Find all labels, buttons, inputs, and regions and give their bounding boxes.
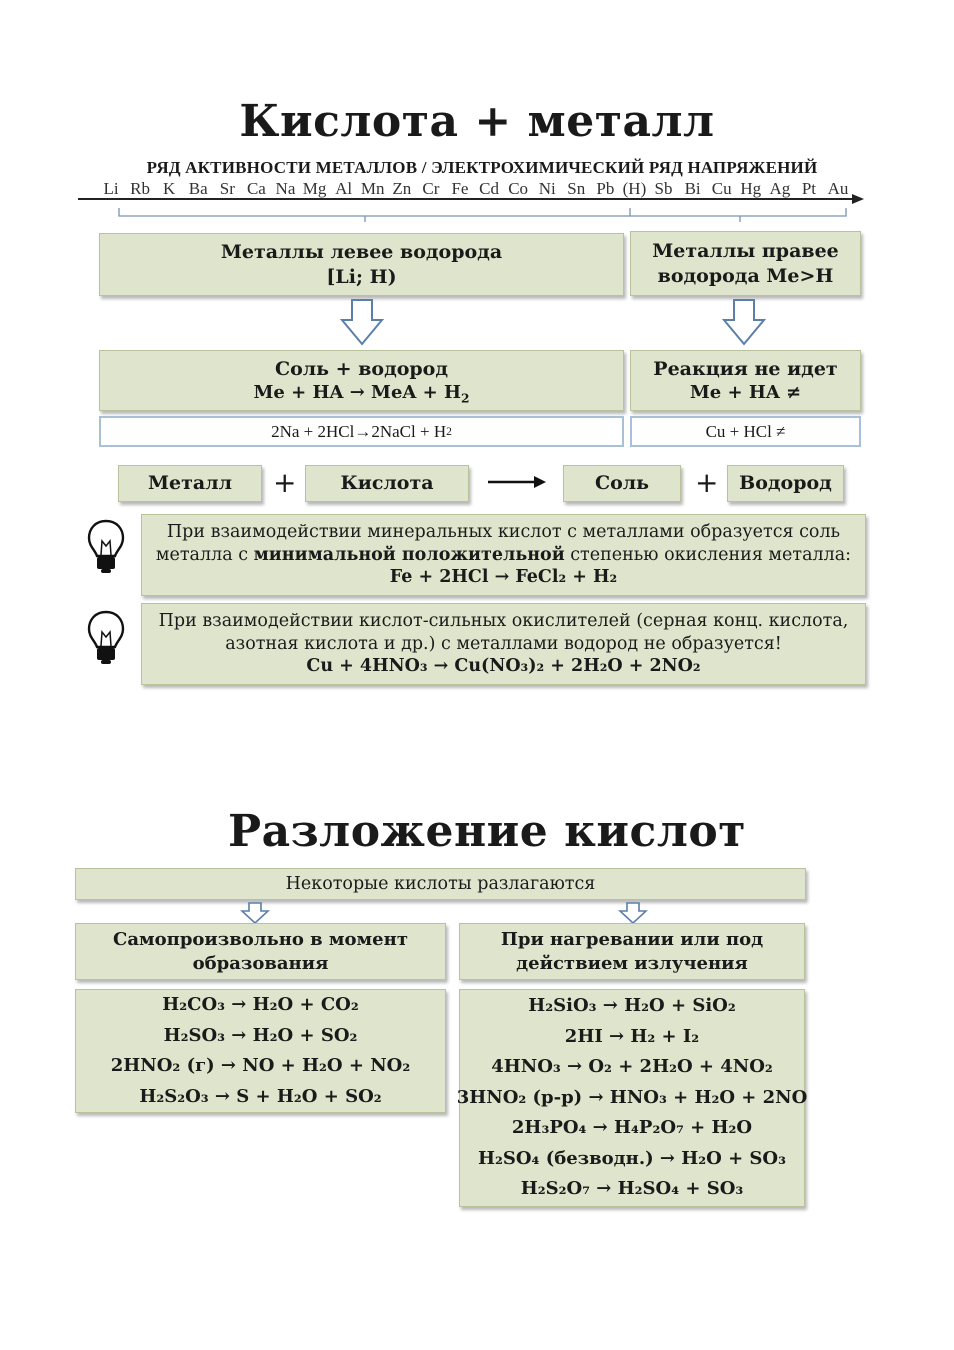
down-arrow-icon (339, 298, 385, 348)
note2-line1: При взаимодействии кислот-сильных окислителей (серная конц. кислота, (158, 611, 849, 632)
metal-symbol: Cd (479, 179, 499, 198)
down-arrow-icon (721, 298, 767, 348)
left-header-line2: образования (192, 952, 329, 974)
lightbulb-icon (86, 610, 126, 666)
equation: 2HNO₂ (г) → NO + H₂O + NO₂ (110, 1055, 411, 1076)
heating-equations-box (456, 989, 808, 1207)
metal-symbol: Fe (451, 179, 469, 198)
metal-symbol: Sr (219, 179, 235, 198)
heating-header-box (459, 923, 805, 980)
metal-symbol: Al (335, 179, 353, 198)
metal-symbol: Cr (422, 179, 440, 198)
spontaneous-header-box (75, 923, 446, 980)
note2-line2: азотная кислота и др.) с металлами водород не образуется! (225, 633, 782, 654)
left-result-line1: Соль + водород (274, 357, 449, 380)
equation: H₂S₂O₃ → S + H₂O + SO₂ (139, 1085, 382, 1107)
metal-symbol: Cu (711, 179, 732, 198)
word-salt-box: Соль (563, 465, 681, 502)
metal-symbol: Mg (302, 179, 327, 198)
right-arrow-icon (486, 472, 548, 492)
right-box-line1: Металлы правее (652, 240, 839, 263)
decomposing-acids-box: Некоторые кислоты разлагаются (75, 868, 806, 900)
metal-symbol: Sn (567, 179, 586, 198)
metal-symbol: Ba (188, 179, 208, 198)
axis-arrowhead (852, 194, 864, 204)
right-result-line1: Реакция не идет (653, 357, 838, 380)
metal-symbol: Sb (654, 179, 673, 198)
plus-sign: + (273, 466, 297, 499)
spontaneous-equations-box (75, 989, 446, 1113)
metal-symbol: (H) (622, 179, 647, 198)
metal-symbol: Zn (392, 179, 412, 198)
metal-symbol: Na (275, 179, 296, 198)
metal-symbol: Rb (130, 179, 150, 198)
example-right-equation: Cu + HCl ≠ (630, 416, 861, 447)
plus-sign: + (695, 466, 719, 499)
equation: H₂SO₃ → H₂O + SO₂ (163, 1024, 358, 1046)
metal-symbol: Li (103, 179, 119, 198)
metal-symbol: Bi (684, 179, 701, 198)
right-box-line2: водорода Me>H (657, 264, 834, 287)
note-minimal-oxidation-state (141, 514, 866, 596)
left-box-line1: Металлы левее водорода (220, 241, 503, 264)
equation: 2H₃PO₄ → H₄P₂O₇ + H₂O (511, 1117, 753, 1139)
left-header-line1: Самопроизвольно в момент (113, 929, 408, 951)
example-left-equation: 2Na + 2HCl → 2NaCl + H 2 (99, 416, 624, 447)
metal-symbol: Hg (740, 179, 762, 198)
equation: 4HNO₃ → O₂ + 2H₂O + 4NO₂ (491, 1056, 773, 1078)
right-header-line1: При нагревании или под (500, 929, 764, 951)
metal-symbol: Mn (360, 179, 385, 198)
activity-series-title: РЯД АКТИВНОСТИ МЕТАЛЛОВ / ЭЛЕКТРОХИМИЧЕСКИЙ РЯД НАПРЯЖЕНИЙ (146, 158, 818, 177)
equation: H₂CO₃ → H₂O + CO₂ (162, 994, 359, 1015)
section2-title: Разложение кислот (228, 806, 746, 857)
metal-symbol: Au (827, 179, 849, 198)
metal-symbol: Pt (801, 179, 816, 198)
right-header-line2: действием излучения (516, 952, 748, 974)
metal-symbol: Ca (246, 179, 266, 198)
no-reaction-box (630, 350, 861, 411)
right-brace (630, 208, 846, 222)
word-acid-box: Кислота (305, 465, 469, 502)
metal-symbol: Pb (596, 179, 615, 198)
right-result-equation: Me + HA ≠ (689, 382, 802, 404)
metal-symbol: Ag (769, 179, 791, 198)
word-metal-box: Металл (118, 465, 262, 502)
down-arrow-icon (618, 902, 648, 924)
left-result-equation: Me + HA → MeA + $H_2$ (253, 382, 470, 406)
salt-plus-hydrogen-box (99, 350, 624, 411)
metal-symbol: K (163, 179, 176, 198)
note1-equation: Fe + 2HCl → FeCl₂ + H₂ (389, 567, 618, 588)
metal-symbol: Ni (538, 179, 556, 198)
metals-left-of-hydrogen-box (99, 233, 624, 296)
word-hydrogen-box: Водород (727, 465, 844, 502)
note1-line2: металла с минимальной положительной степенью окисления металла: (155, 544, 852, 565)
left-brace (119, 208, 630, 222)
metals-right-of-hydrogen-box (630, 231, 861, 296)
section1-title: Кислота + металл (239, 96, 715, 147)
metal-symbol: Co (508, 179, 529, 198)
note1-line1: При взаимодействии минеральных кислот с металлами образуется соль (166, 522, 841, 543)
equation: H₂SO₄ (безводн.) → H₂O + SO₃ (477, 1147, 786, 1169)
left-box-line2: [Li; H) (326, 265, 397, 288)
equation: H₂S₂O₇ → H₂SO₄ + SO₃ (520, 1178, 744, 1200)
lightbulb-icon (86, 519, 126, 575)
equation: 2HI → H₂ + I₂ (564, 1025, 700, 1047)
note-oxidizing-acids (141, 603, 866, 685)
down-arrow-icon (240, 902, 270, 924)
activity-series-axis (0, 190, 954, 230)
note2-equation: Cu + 4HNO₃ → Cu(NO₃)₂ + 2H₂O + 2NO₂ (306, 656, 701, 677)
equation: H₂SiO₃ → H₂O + SiO₂ (528, 995, 736, 1017)
equation: 3HNO₂ (р-р) → HNO₃ + H₂O + 2NO (456, 1086, 808, 1108)
